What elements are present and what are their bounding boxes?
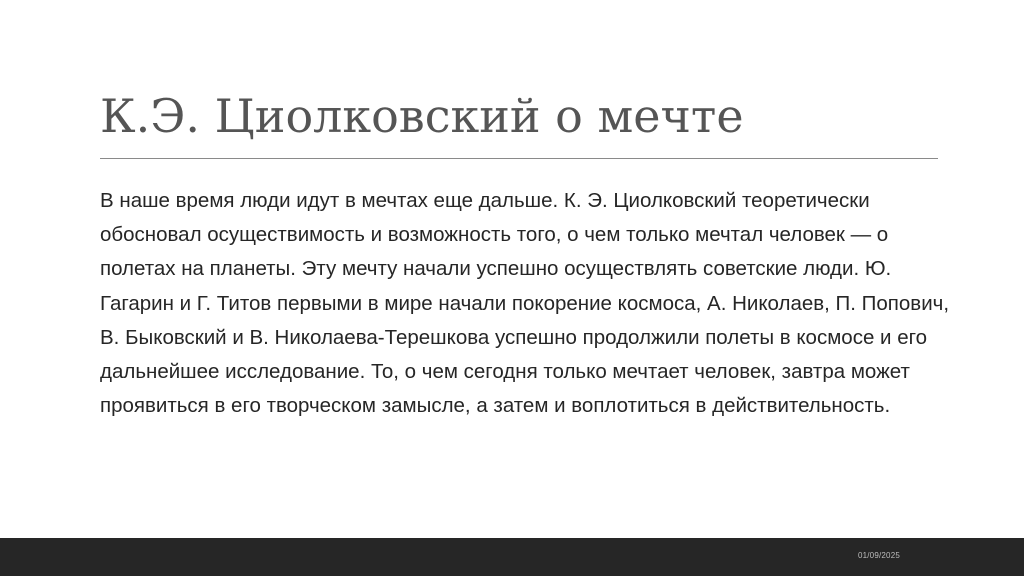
title-divider (100, 158, 938, 159)
slide-body-text: В наше время люди идут в мечтах еще дальше. К. Э. Циолковский теоретически обосновал осуществимость и возможность того, о чем только мечтал человек — о полетах на планеты. Эту мечту начали успешно осуществлять советские люди. Ю. Гагарин и Г. Титов первыми в мире начали покорение космоса, А. Николаев, П. Попович, В. Быковский и В. Николаева-Терешкова успешно продолжили полеты в космосе и его дальнейшее исследование. То, о чем сегодня только мечтает человек, завтра может проявиться в его творческом замысле, а затем и воплотиться в действительность. (100, 189, 950, 418)
slide-title: К.Э. Циолковский о мечте (100, 89, 744, 143)
footer-bar (0, 538, 1024, 576)
slide-date: 01/09/2025 (857, 551, 900, 560)
